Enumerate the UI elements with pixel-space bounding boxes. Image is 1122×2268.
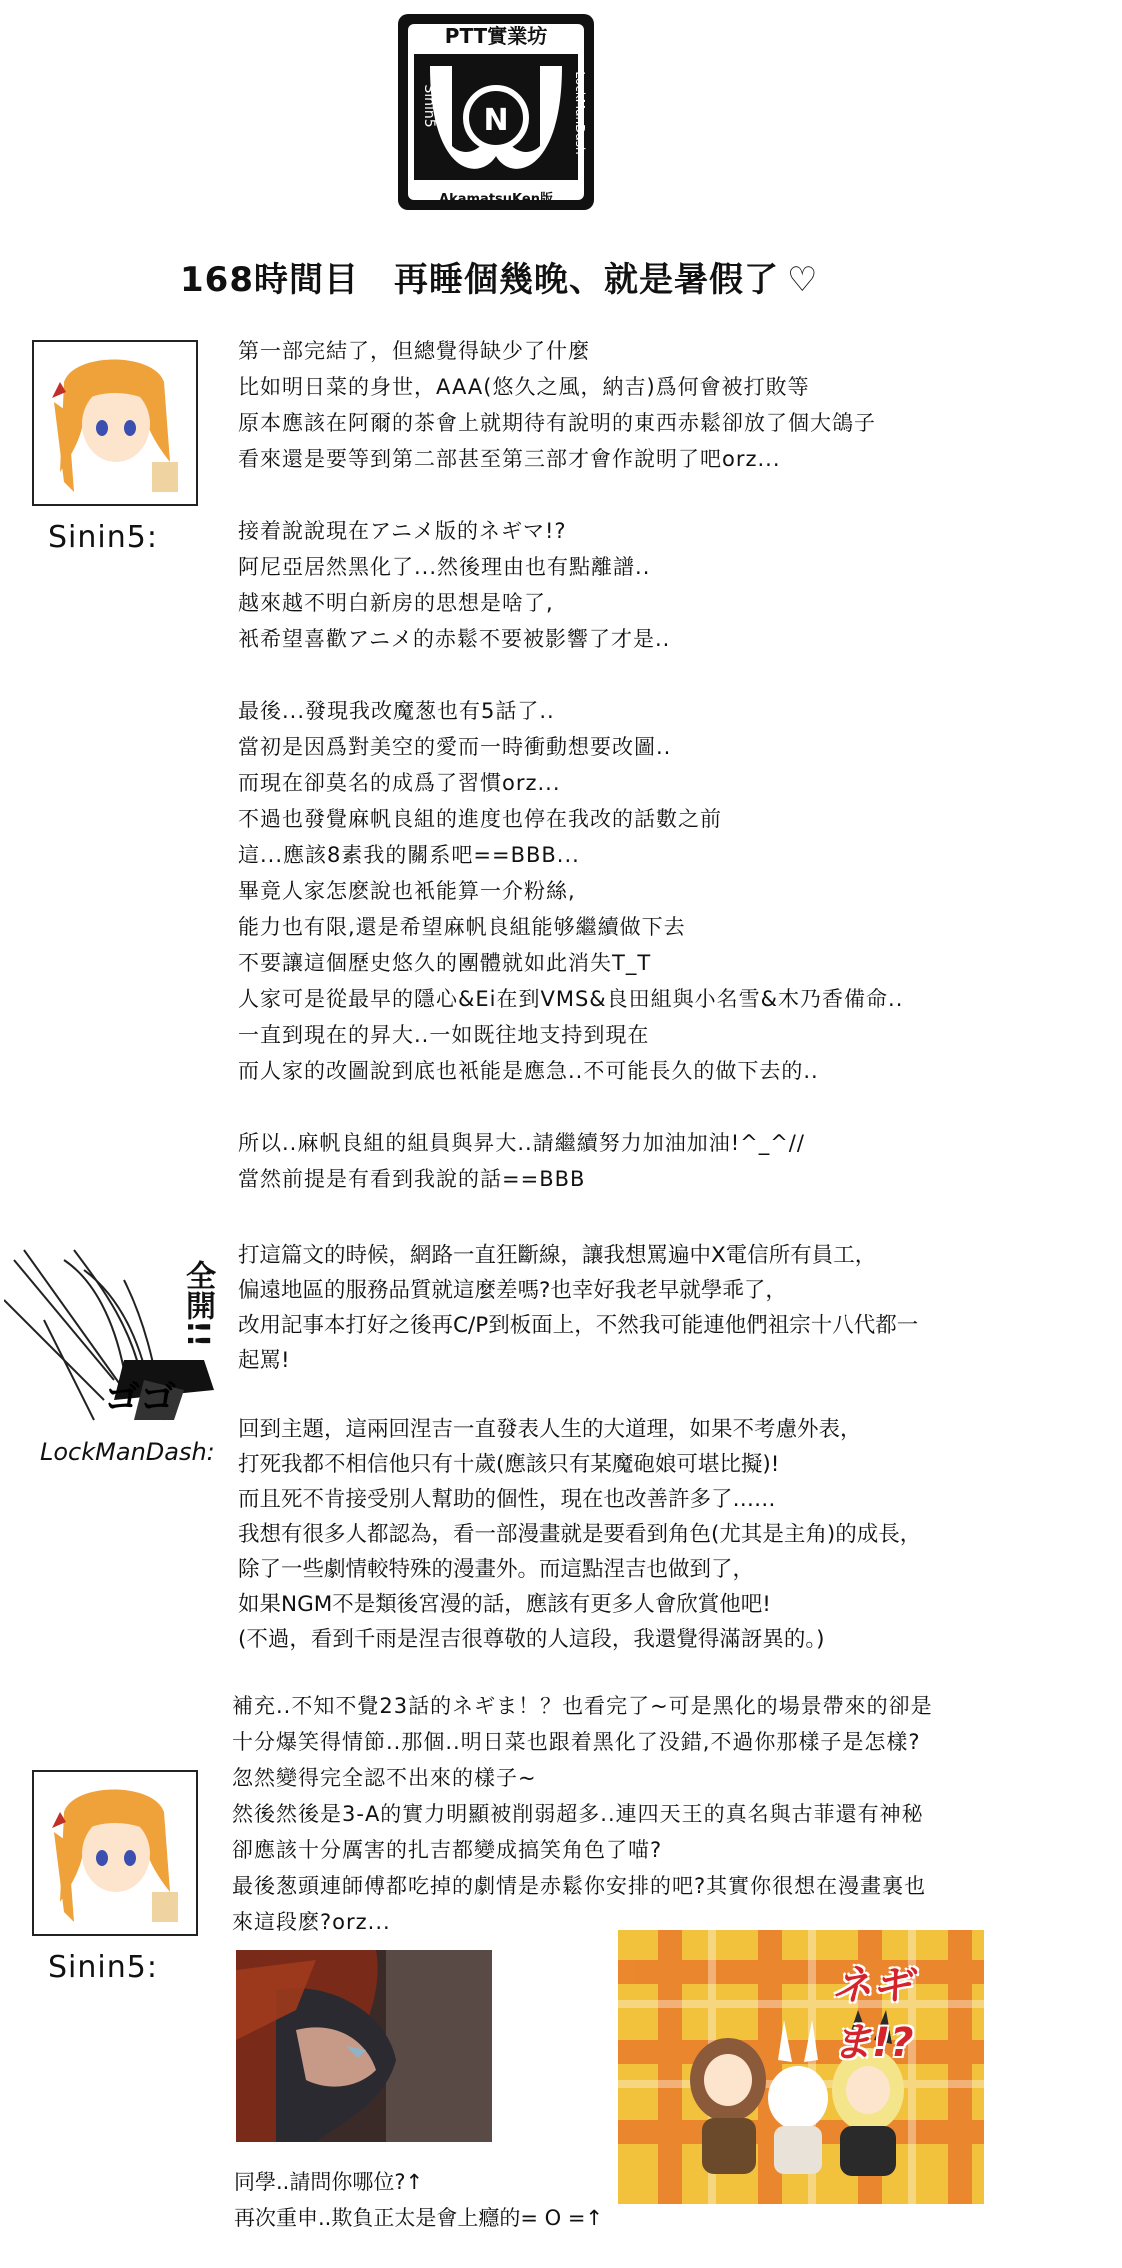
text-line: 而現在卻莫名的成爲了習慣orz... xyxy=(238,771,561,795)
anime-girl-avatar-icon xyxy=(34,1772,196,1934)
logo-left-text: Sinin5 xyxy=(421,84,437,128)
text-line: 如果NGM不是類後宮漫的話，應該有更多人會欣賞他吧! xyxy=(238,1592,771,1617)
text-line: 人家可是從最早的隱心&Ei在到VMS&良田組與小名雪&木乃香備命.. xyxy=(238,987,904,1011)
text-line: 接着說說現在アニメ版的ネギマ!? xyxy=(238,519,567,543)
page-title xyxy=(180,252,818,301)
text-line: 回到主題，這兩回涅吉一直發表人生的大道理，如果不考慮外表， xyxy=(238,1417,862,1442)
text-line: 當然前提是有看到我說的話==BBB xyxy=(238,1167,586,1191)
ptt-logo xyxy=(390,6,602,218)
text-line: 不過也發覺麻帆良組的進度也停在我改的話數之前 xyxy=(238,807,722,831)
text-line: 而人家的改圖說到底也衹能是應急..不可能長久的做下去的.. xyxy=(238,1059,819,1083)
text-line: 打死我都不相信他只有十歲(應該只有某魔砲娘可堪比擬)! xyxy=(238,1452,780,1477)
text-line: 衹希望喜歡アニメ的赤鬆不要被影響了才是.. xyxy=(238,627,671,651)
text-line: 阿尼亞居然黑化了...然後理由也有點離譜.. xyxy=(238,555,651,579)
text-line: 看來還是要等到第二部甚至第三部才會作說明了吧orz... xyxy=(238,447,781,471)
logo-top-text: PTT實業坊 xyxy=(444,24,548,48)
text-line: 改用記事本打好之後再C/P到板面上，不然我可能連他們祖宗十八代都一 xyxy=(238,1313,919,1338)
text-line: 然後然後是3-A的實力明顯被削弱超多..連四天王的真名與古菲還有神秘 xyxy=(232,1802,924,1826)
text-line: 能力也有限,還是希望麻帆良組能够繼續做下去 xyxy=(238,915,686,939)
text-line: 畢竟人家怎麽說也衹能算一介粉絲, xyxy=(238,879,576,903)
text-line: 卻應該十分厲害的扎吉都變成搞笑角色了喵? xyxy=(232,1838,663,1862)
text-line: 比如明日菜的身世，AAA(悠久之風，納吉)爲何會被打敗等 xyxy=(238,375,810,399)
author-name: LockManDash: xyxy=(40,1438,215,1466)
dark-character-image-icon xyxy=(236,1950,492,2142)
comment-block xyxy=(238,1238,921,1657)
text-line: 不要讓這個歷史悠久的團體就如此消失T_T xyxy=(238,951,652,975)
text-line: 補充..不知不覺23話的ネギま！？也看完了~可是黑化的場景帶來的卻是 xyxy=(232,1694,933,1718)
caption-line: 同學..請問你哪位?↑ xyxy=(234,2170,424,2194)
text-line: 最後葱頭連師傅都吃掉的劇情是赤鬆你安排的吧?其實你很想在漫畫裏也 xyxy=(232,1874,927,1898)
comment-block xyxy=(232,1688,933,1940)
author-name: Sinin5: xyxy=(48,1950,158,1985)
text-line: 第一部完結了，但總覺得缺少了什麼 xyxy=(238,339,590,363)
manga-panel xyxy=(4,1240,240,1426)
author-name: Sinin5: xyxy=(48,520,158,555)
avatar xyxy=(32,340,198,506)
comment-block xyxy=(238,333,903,1197)
text-line: 我想有很多人都認為，看一部漫畫就是要看到角色(尤其是主角)的成長， xyxy=(238,1522,922,1547)
anime-logo: ネギま!? xyxy=(832,1963,914,2066)
text-line: (不過，看到千雨是涅吉很尊敬的人這段，我還覺得滿訝異的。) xyxy=(238,1627,825,1652)
anime-girl-avatar-icon xyxy=(34,342,196,504)
manga-sfx: ゴゴ xyxy=(104,1378,177,1419)
text-line: 原本應該在阿爾的茶會上就期待有說明的東西赤鬆卻放了個大鴿子 xyxy=(238,411,876,435)
text-line: 而且死不肯接受別人幫助的個性，現在也改善許多了…… xyxy=(238,1487,776,1512)
text-line: 當初是因爲對美空的愛而一時衝動想要改圖.. xyxy=(238,735,672,759)
manga-text: 全開!! xyxy=(180,1260,215,1348)
text-line: 所以..麻帆良組的組員與昇大..請繼續努力加油加油!^_^// xyxy=(238,1131,805,1155)
text-line: 最後...發現我改魔葱也有5話了.. xyxy=(238,699,555,723)
anime-screenshot-chibi xyxy=(618,1930,984,2204)
title-text: 168時間目 再睡個幾晚、就是暑假了 xyxy=(180,260,779,300)
anime-screenshot-dark xyxy=(236,1950,492,2142)
text-line: 這...應該8素我的關系吧==BBB... xyxy=(238,843,580,867)
text-line: 一直到現在的昇大..一如既往地支持到現在 xyxy=(238,1023,650,1047)
avatar xyxy=(32,1770,198,1936)
caption-line: 再次重申..欺負正太是會上癮的= O =↑ xyxy=(234,2206,604,2230)
text-line: 偏遠地區的服務品質就這麼差嗎?也幸好我老早就學乖了， xyxy=(238,1278,787,1303)
text-line: 十分爆笑得情節..那個..明日菜也跟着黑化了没錯,不過你那樣子是怎樣? xyxy=(232,1730,921,1754)
text-line: 忽然變得完全認不出來的樣子~ xyxy=(232,1766,537,1790)
logo-right-text: LockManDash xyxy=(573,71,587,155)
text-line: 除了一些劇情較特殊的漫畫外。而這點涅吉也做到了， xyxy=(238,1557,755,1582)
text-line: 來這段麽?orz... xyxy=(232,1910,391,1934)
logo-bottom-text: AkamatsuKen版 xyxy=(439,192,553,207)
svg-text:N: N xyxy=(483,103,509,138)
text-line: 起罵! xyxy=(238,1348,290,1373)
caption-block xyxy=(234,2164,603,2236)
text-line: 打這篇文的時候，網路一直狂斷線，讓我想罵遍中X電信所有員工， xyxy=(238,1243,877,1268)
text-line: 越來越不明白新房的思想是啥了, xyxy=(238,591,554,615)
heart-icon: ♡ xyxy=(786,260,819,300)
